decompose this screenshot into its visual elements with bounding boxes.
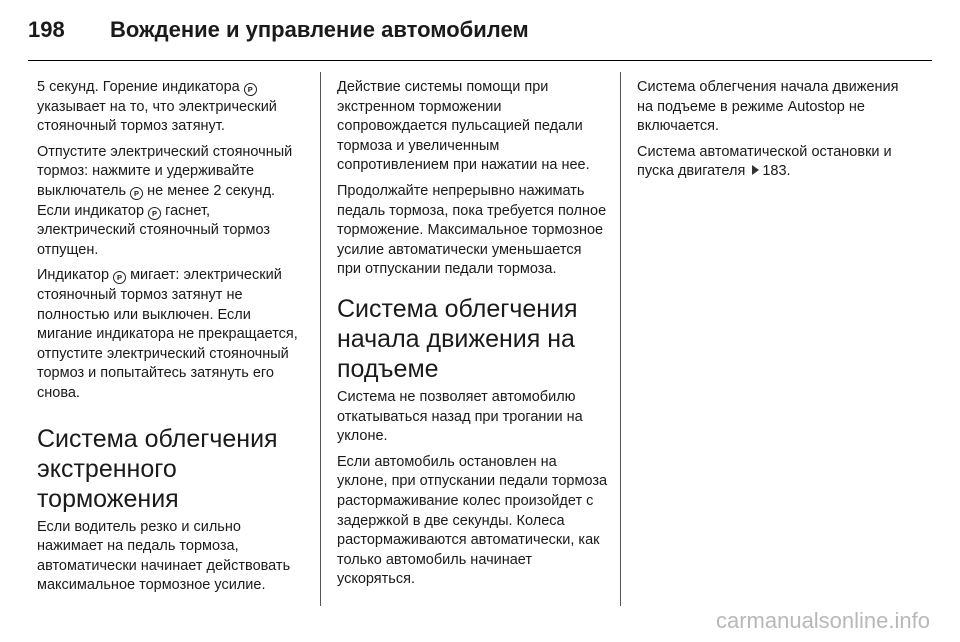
- paragraph: Если автомобиль остановлен на уклоне, при отпускании педали тормоза растормаживание колес произойдет с задержкой в две секунды. Колеса растормаживаются автоматически, как только автомобиль начинает ускоряться.: [337, 453, 608, 588]
- page-reference[interactable]: 183.: [762, 163, 791, 180]
- text: гаснет, электрический стояночный тормоз отпущен.: [37, 202, 270, 258]
- text: не менее 2 секунд. Если индикатор: [37, 182, 276, 219]
- header-rule: [28, 60, 932, 61]
- paragraph: [37, 78, 309, 137]
- parking-brake-indicator-icon: P: [244, 83, 257, 96]
- page-header: [28, 14, 529, 46]
- column-3: [637, 78, 909, 188]
- paragraph: Система облегчения начала движения на подъеме в режиме Autostop не включается.: [637, 79, 899, 135]
- paragraph: Если водитель резко и сильно нажимает на педаль тормоза, автоматически начинает действовать максимальное тормозное усилие.: [37, 518, 291, 594]
- paragraph: [37, 266, 309, 403]
- page-reference-arrow-icon: [752, 165, 759, 175]
- paragraph: Продолжайте непрерывно нажимать педаль тормоза, пока требуется полное торможение. Максимальное тормозное усилие автоматически уменьшается при отпускании педали тормоза.: [337, 182, 607, 278]
- watermark: carmanualsonline.info: [715, 608, 930, 633]
- column-divider: [320, 72, 321, 606]
- section-heading: Система облегчения начала движения на подъеме: [337, 294, 578, 383]
- text: Система автоматической остановки и пуска двигателя: [637, 143, 892, 180]
- section-heading: Система облегчения экстренного торможения: [37, 424, 278, 513]
- parking-brake-indicator-icon: P: [148, 207, 161, 220]
- parking-brake-indicator-icon: P: [130, 187, 143, 200]
- text: 5 секунд. Горение индикатора: [37, 79, 240, 95]
- text: мигает: электрический стояночный тормоз затянут не полностью или выключен. Если мигание индикатора не прекращается, отпустите электрический стояночный тормоз и попытайтесь затянуть его снова.: [37, 267, 298, 401]
- paragraph: Действие системы помощи при экстренном торможении сопровождается пульсацией педали тормоза и увеличенным сопротивлением при нажатии на нее.: [337, 79, 590, 174]
- text: Отпустите электрический стояночный тормоз: нажмите и удерживайте выключатель: [37, 143, 293, 199]
- column-divider: [620, 72, 621, 606]
- page-title: Вождение и управление автомобилем: [110, 17, 529, 42]
- page-number: 198: [28, 17, 65, 42]
- paragraph: [37, 143, 309, 261]
- paragraph: Система не позволяет автомобилю откатываться назад при трогании на уклоне.: [337, 388, 583, 445]
- text: Индикатор: [37, 267, 110, 284]
- text: указывает на то, что электрический стояночный тормоз затянут.: [37, 98, 277, 135]
- column-2: [337, 78, 609, 596]
- column-1: [37, 78, 309, 602]
- parking-brake-indicator-icon: P: [113, 271, 126, 284]
- paragraph: [637, 143, 909, 182]
